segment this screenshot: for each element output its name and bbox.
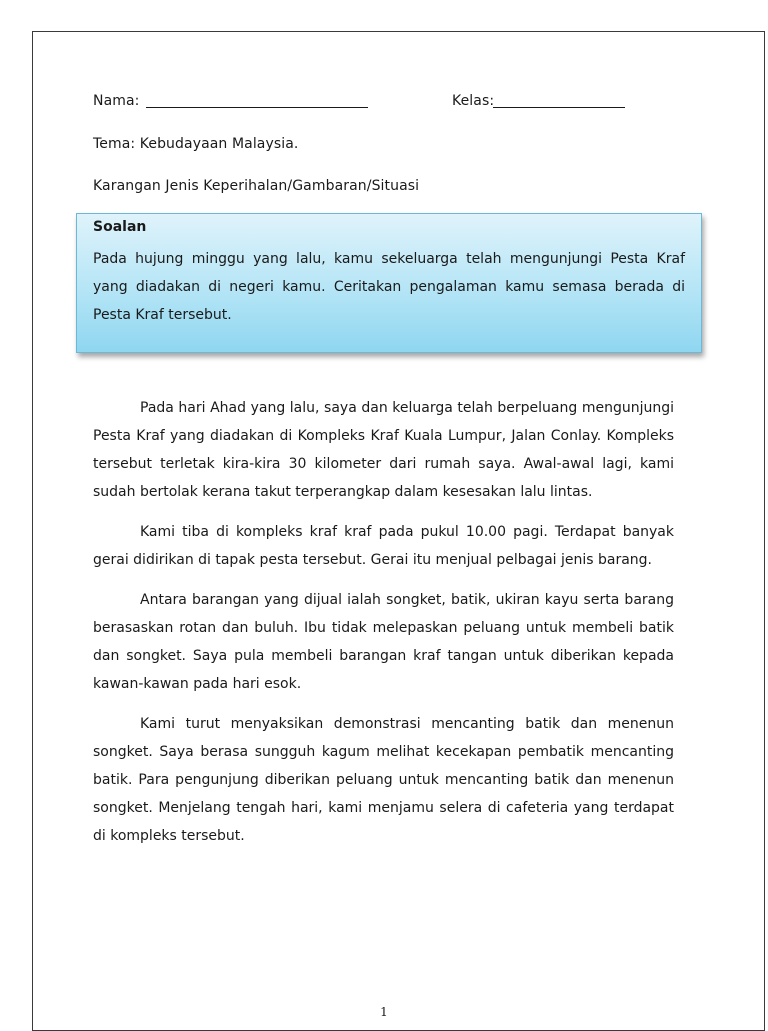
class-field-line[interactable]	[493, 107, 625, 108]
theme-line: Tema: Kebudayaan Malaysia.	[93, 136, 299, 152]
question-text: Pada hujung minggu yang lalu, kamu sekeluarga telah mengunjungi Pesta Kraf yang diadakan di negeri kamu. Ceritakan pengalaman kamu semasa berada di Pesta Kraf tersebut.	[93, 251, 685, 323]
name-label: Nama:	[93, 93, 140, 109]
essay-paragraph: Antara barangan yang dijual ialah songket, batik, ukiran kayu serta barang berasaskan rotan dan buluh. Ibu tidak melepaskan peluang untuk membeli batik dan songket. Saya pula membeli barangan kraf tangan untuk diberikan kepada kawan-kawan pada hari esok.	[93, 592, 674, 692]
page-number: 1	[380, 1005, 388, 1019]
essay-type-line: Karangan Jenis Keperihalan/Gambaran/Situasi	[93, 178, 420, 194]
essay-paragraph: Pada hari Ahad yang lalu, saya dan keluarga telah berpeluang mengunjungi Pesta Kraf yang diadakan di Kompleks Kraf Kuala Lumpur, Jalan Conlay. Kompleks tersebut terletak kira-kira 30 kilometer dari rumah saya. Awal-awal lagi, kami sudah bertolak kerana takut terperangkap dalam kesesakan lalu lintas.	[93, 400, 674, 500]
class-label: Kelas:	[452, 93, 495, 109]
essay-paragraph: Kami turut menyaksikan demonstrasi mencanting batik dan menenun songket. Saya berasa sungguh kagum melihat kecekapan pembatik mencanting batik. Para pengunjung diberikan peluang untuk mencanting batik dan menenun songket. Menjelang tengah hari, kami menjamu selera di cafeteria yang terdapat di kompleks tersebut.	[93, 716, 674, 844]
essay-paragraph: Kami tiba di kompleks kraf kraf pada pukul 10.00 pagi. Terdapat banyak gerai didirikan di tapak pesta tersebut. Gerai itu menjual pelbagai jenis barang.	[93, 524, 674, 568]
question-title: Soalan	[93, 219, 147, 235]
essay-body	[93, 394, 674, 862]
name-field-line[interactable]	[146, 107, 368, 108]
question-box	[76, 213, 702, 353]
